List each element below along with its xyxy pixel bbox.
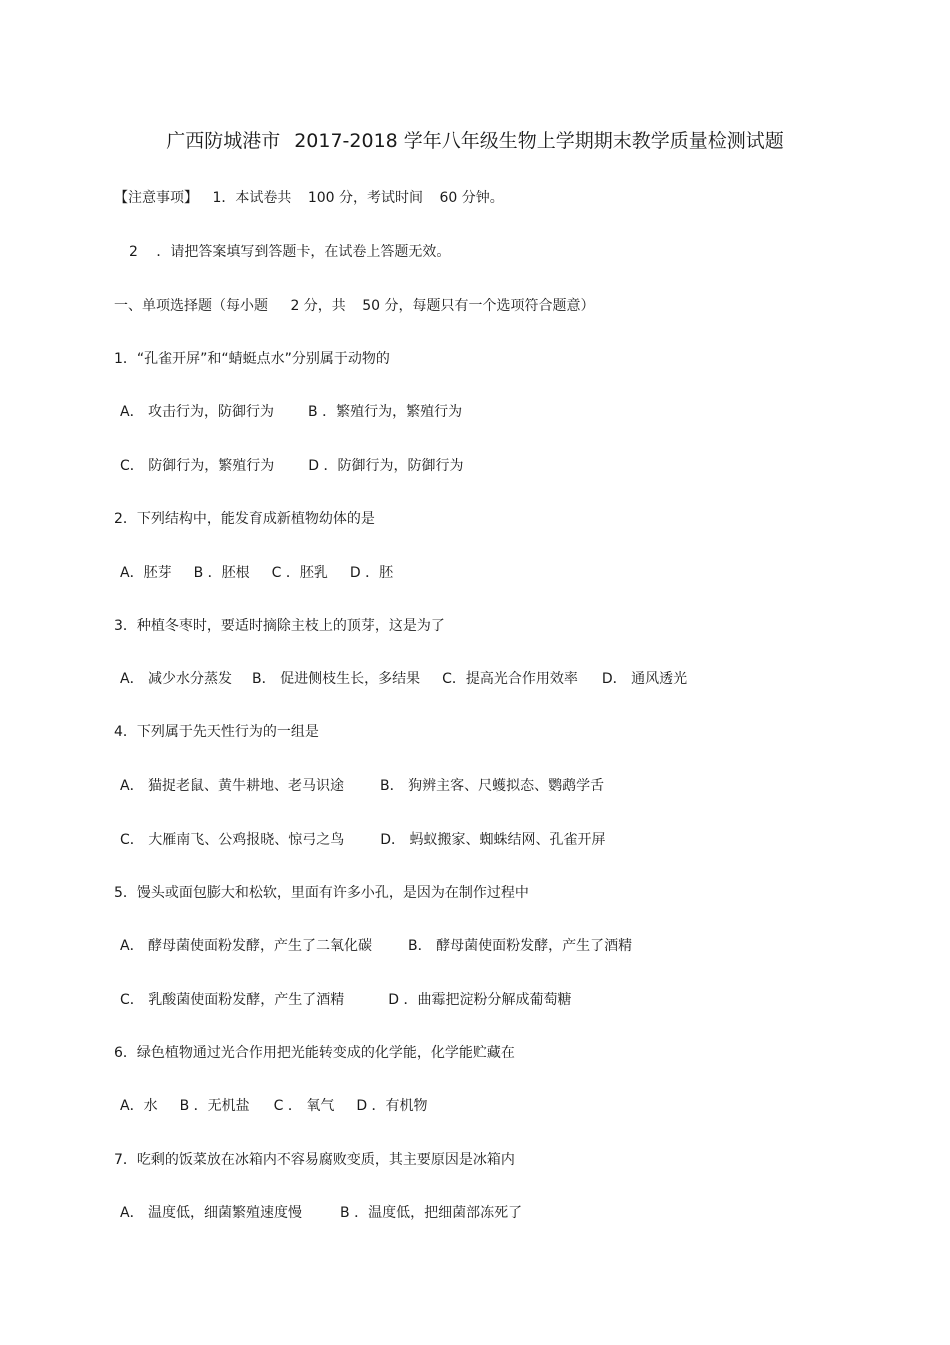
option: B ．胚根 bbox=[193, 565, 250, 581]
option: D ．防御行为，防御行为 bbox=[308, 458, 464, 474]
notice-item-2-text: ．请把答案填写到答题卡，在试卷上答题无效。 bbox=[156, 244, 451, 260]
notice-line-2 bbox=[129, 242, 450, 262]
title-main: 2017-2018 学年八年级生物上学期期末教学质量检测试题 bbox=[294, 130, 784, 152]
option: B． 狗辨主客、尺蠖拟态、鹦鹉学舌 bbox=[380, 778, 605, 794]
notice-item-1-time: 60 分钟。 bbox=[439, 190, 504, 206]
option-row bbox=[120, 1096, 428, 1116]
option-row bbox=[120, 456, 463, 476]
option: C ． 氧气 bbox=[273, 1098, 335, 1114]
option: A． 猫捉老鼠、黄牛耕地、老马识途 bbox=[120, 778, 345, 794]
option-row bbox=[120, 669, 687, 689]
option-row bbox=[120, 830, 605, 850]
option-row bbox=[120, 776, 604, 796]
option: C． 乳酸菌使面粉发酵，产生了酒精 bbox=[120, 992, 345, 1008]
notice-item-1: 1．本试卷共 bbox=[212, 190, 292, 206]
option-row bbox=[120, 563, 393, 583]
section-heading-part-3: 50 分，每题只有一个选项符合题意） bbox=[362, 298, 595, 314]
option: A． 减少水分蒸发 bbox=[120, 671, 233, 687]
option: C．提高光合作用效率 bbox=[442, 671, 578, 687]
notice-label: 【注意事项】 bbox=[114, 190, 198, 206]
option: B ．无机盐 bbox=[179, 1098, 250, 1114]
option: B ．繁殖行为，繁殖行为 bbox=[308, 404, 463, 420]
option: B． 酵母菌使面粉发酵，产生了酒精 bbox=[408, 938, 633, 954]
option: D ．胚 bbox=[349, 565, 394, 581]
option: A．水 bbox=[120, 1098, 158, 1114]
option: C ．胚乳 bbox=[271, 565, 328, 581]
question-stem: 2．下列结构中，能发育成新植物幼体的是 bbox=[114, 511, 375, 527]
option: A． 酵母菌使面粉发酵，产生了二氧化碳 bbox=[120, 938, 373, 954]
question-stem: 7．吃剩的饭菜放在冰箱内不容易腐败变质，其主要原因是冰箱内 bbox=[114, 1152, 515, 1168]
question-stem: 1．“孔雀开屏”和“蜻蜓点水”分别属于动物的 bbox=[114, 351, 390, 367]
option: D ．有机物 bbox=[356, 1098, 428, 1114]
notice-item-1-score: 100 分，考试时间 bbox=[307, 190, 423, 206]
section-heading bbox=[114, 296, 595, 316]
notice-item-2-number: 2 bbox=[129, 244, 138, 260]
question-stem: 4．下列属于先天性行为的一组是 bbox=[114, 724, 319, 740]
option: D． 通风透光 bbox=[601, 671, 688, 687]
option-row bbox=[120, 1203, 522, 1223]
option: A．胚芽 bbox=[120, 565, 172, 581]
option: D ．曲霉把淀粉分解成葡萄糖 bbox=[388, 992, 572, 1008]
question-stem: 5．馒头或面包膨大和松软，里面有许多小孔，是因为在制作过程中 bbox=[114, 885, 529, 901]
option-row bbox=[120, 936, 632, 956]
exam-title bbox=[0, 128, 950, 154]
option-row bbox=[120, 402, 462, 422]
option: C． 大雁南飞、公鸡报晓、惊弓之鸟 bbox=[120, 832, 345, 848]
question-stem: 6．绿色植物通过光合作用把光能转变成的化学能，化学能贮藏在 bbox=[114, 1045, 515, 1061]
section-heading-part-2: 2 分，共 bbox=[290, 298, 346, 314]
option: A． 攻击行为，防御行为 bbox=[120, 404, 275, 420]
option: B ．温度低，把细菌部冻死了 bbox=[340, 1205, 523, 1221]
option: D． 蚂蚁搬家、蜘蛛结网、孔雀开屏 bbox=[380, 832, 606, 848]
section-heading-part-1: 一、单项选择题（每小题 bbox=[114, 298, 268, 314]
option: C． 防御行为，繁殖行为 bbox=[120, 458, 275, 474]
option: B． 促进侧枝生长，多结果 bbox=[252, 671, 421, 687]
option: A． 温度低，细菌繁殖速度慢 bbox=[120, 1205, 303, 1221]
question-stem: 3．种植冬枣时，要适时摘除主枝上的顶芽，这是为了 bbox=[114, 618, 445, 634]
notice-line-1 bbox=[114, 188, 504, 208]
option-row bbox=[120, 990, 571, 1010]
title-region: 广西防城港市 bbox=[166, 130, 281, 152]
